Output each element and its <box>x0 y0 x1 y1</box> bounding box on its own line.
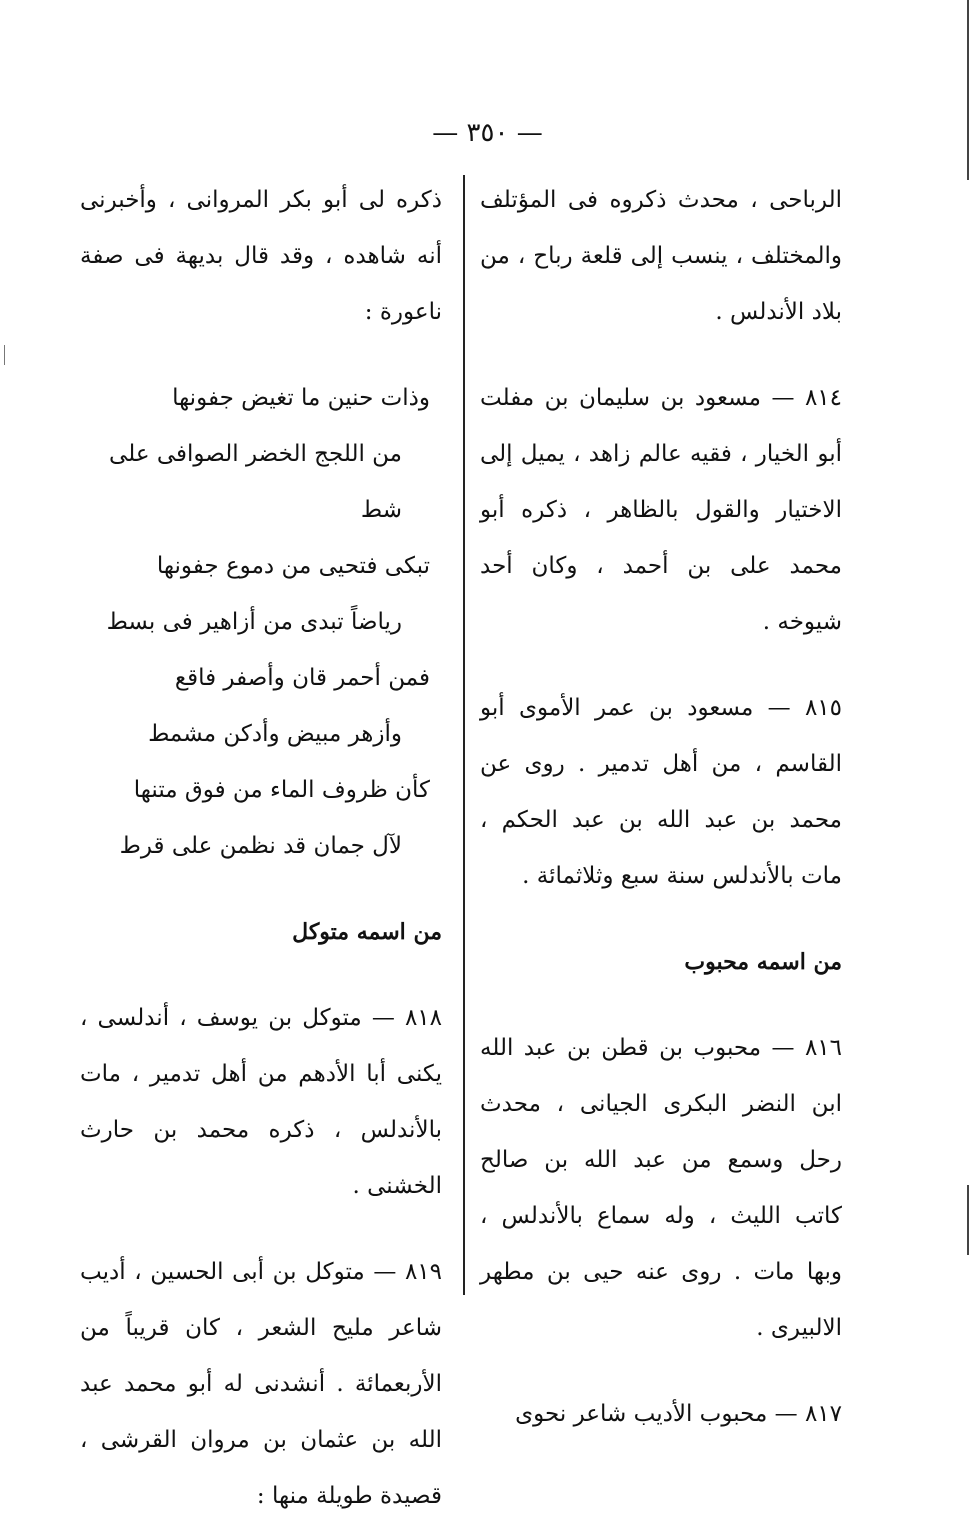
section-heading-mahbub: من اسمه محبوب <box>684 949 842 975</box>
verse-line: وأزهر مبيض وأدكن مشمط <box>148 721 402 747</box>
page-edge-mark-left <box>4 345 5 365</box>
page-edge-line-top <box>967 0 969 180</box>
verse-line: تبكى فتحيى من دموع جفونها <box>156 553 430 579</box>
verse-line: رياضاً تبدى من أزاهير فى بسط <box>106 609 402 635</box>
entry-text: الرباحى ، محدث ذكروه فى المؤتلف والمختلف ، ينسب إلى قلعة رباح ، من بلاد الأندلس . <box>480 187 842 325</box>
page-edge-line-bottom <box>967 1185 969 1255</box>
entry-817: ٨١٧ — محبوب الأديب شاعر نحوى <box>515 1401 842 1427</box>
entry-819: ٨١٩ — متوكل بن أبى الحسين ، أديب شاعر مليح الشعر ، كان قريباً من الأربعمائة . أنشدنى له أبو محمد عبد الله بن عثمان بن مروان القرشى ، قصيدة طويلة منها : <box>80 1259 442 1509</box>
verse-line: من اللجج الخضر الصوافى على شط <box>109 441 402 523</box>
verse-line: وذات حنين ما تغيض جفونها <box>172 385 430 411</box>
verse-line: لآل جمان قد نظمن على قرط <box>119 833 402 859</box>
entry-818: ٨١٨ — متوكل بن يوسف ، أندلسى ، يكنى أبا الأدهم من أهل تدمير ، مات بالأندلس ، ذكره محمد بن حارث الخشنى . <box>80 1005 442 1199</box>
column-divider <box>463 175 465 1295</box>
entry-814: ٨١٤ — مسعود بن سليمان بن مفلت أبو الخيار ، فقيه عالم زاهد ، يميل إلى الاختيار والقول بالظاهر ، ذكره أبو محمد على بن أحمد ، وكان أحد شيوخه . <box>480 385 842 635</box>
verse-line: فمن أحمر قان وأصفر فاقع <box>174 665 430 691</box>
page-number: — ٣٥٠ — <box>432 118 543 148</box>
entry-816: ٨١٦ — محبوب بن قطن بن عبد الله ابن النضر البكرى الجيانى ، محدث رحل وسمع من عبد الله بن صالح كاتب الليث ، وله سماع بالأندلس ، وبها مات . روى عنه حيى بن مطهر الالبيرى . <box>480 1035 842 1341</box>
entry-text: ذكره لى أبو بكر المروانى ، وأخبرنى أنه شاهده ، وقد قال بديهة فى صفة ناعورة : <box>80 187 442 325</box>
right-column <box>480 172 842 1442</box>
section-heading-mutawakkil: من اسمه متوكل <box>292 919 442 945</box>
verse-line: كأن ظروف الماء من فوق متنها <box>133 777 430 803</box>
entry-815: ٨١٥ — مسعود بن عمر الأموى أبو القاسم ، من أهل تدمير . روى عن محمد بن عبد الله بن عبد الحكم ، مات بالأندلس سنة سبع وثلاثمائة . <box>480 695 842 889</box>
left-column <box>80 172 442 1524</box>
